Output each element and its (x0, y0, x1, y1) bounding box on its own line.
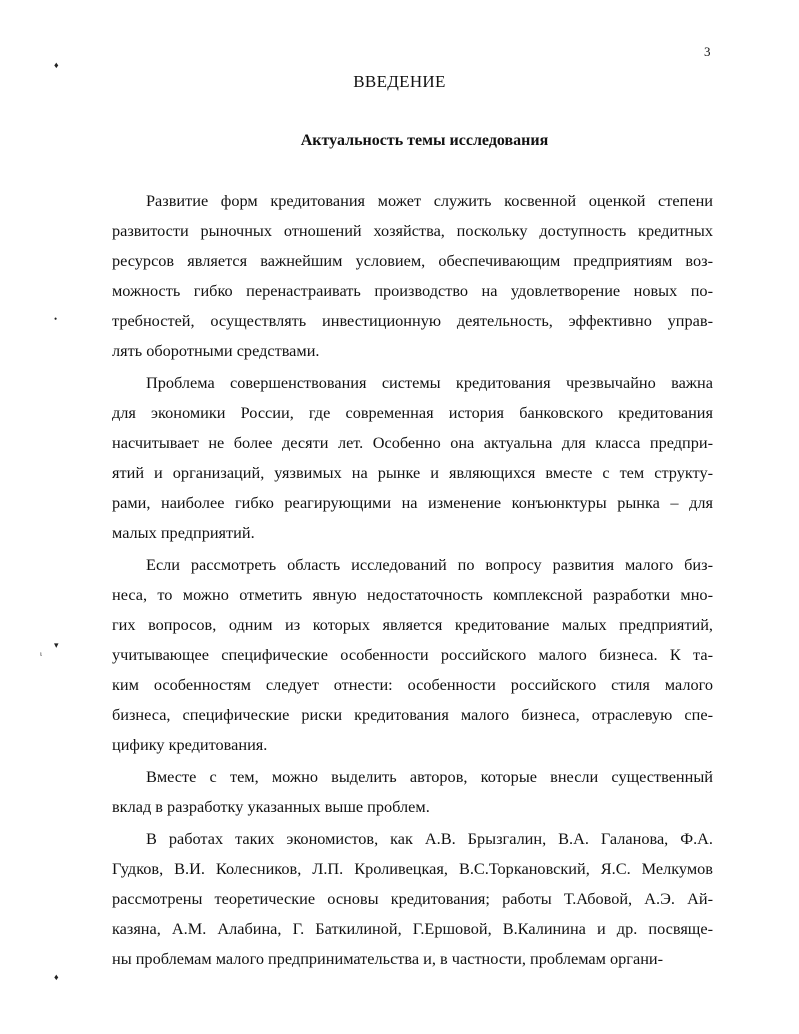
text-line: ким особенностям следует отнести: особенности российского стиля малого (112, 675, 713, 694)
paragraph (112, 550, 713, 760)
margin-mark: ▾ (54, 640, 59, 650)
text-line: Если рассмотреть область исследований по вопросу развития малого биз- (146, 555, 713, 574)
text-line: ятий и организаций, уязвимых на рынке и являющихся вместе с тем структу- (112, 463, 713, 482)
text-line: гих вопросов, одним из которых является кредитование малых предприятий, (112, 615, 713, 634)
text-line: учитывающее специфические особенности российского малого бизнеса. К та- (112, 645, 713, 664)
paragraph (112, 368, 713, 548)
margin-mark: ι (40, 650, 42, 658)
text-line: можность гибко перенастраивать производство на удовлетворение новых по- (112, 281, 713, 300)
text-line: рами, наиболее гибко реагирующими на изменение конъюнктуры рынка – для (112, 493, 713, 512)
text-line: насчитывает не более десяти лет. Особенно она актуальна для класса предпри- (112, 433, 713, 452)
text-line: Гудков, В.И. Колесников, Л.П. Кроливецкая, В.С.Торкановский, Я.С. Мелкумов (112, 859, 713, 878)
text-line: казяна, А.М. Алабина, Г. Баткилиной, Г.Ершовой, В.Калинина и др. посвяще- (112, 919, 713, 938)
margin-mark: ♦ (54, 972, 59, 982)
page-title: ВВЕДЕНИЕ (353, 72, 446, 91)
paragraph (112, 762, 713, 822)
text-line: Развитие форм кредитования может служить косвенной оценкой степени (146, 191, 713, 210)
text-line: ресурсов является важнейшим условием, обеспечивающим предприятиям воз- (112, 251, 713, 270)
paragraph (112, 824, 713, 974)
text-line: малых предприятий. (112, 523, 255, 542)
document-body (112, 186, 713, 976)
margin-mark: • (54, 314, 58, 324)
text-line: развитости рыночных отношений хозяйства, поскольку доступность кредитных (112, 221, 713, 240)
paragraph (112, 186, 713, 366)
text-line: требностей, осуществлять инвестиционную деятельность, эффективно управ- (112, 311, 713, 330)
section-subtitle: Актуальность темы исследования (300, 132, 549, 149)
text-line: Проблема совершенствования системы кредитования чрезвычайно важна (146, 373, 713, 392)
text-line: лять оборотными средствами. (112, 341, 320, 360)
text-line: бизнеса, специфические риски кредитования малого бизнеса, отраслевую спе- (112, 705, 713, 724)
text-line: для экономики России, где современная история банковского кредитования (112, 403, 713, 422)
text-line: неса, то можно отметить явную недостаточность комплексной разработки мно- (112, 585, 713, 604)
text-line: рассмотрены теоретические основы кредитования; работы Т.Абовой, А.Э. Ай- (112, 889, 713, 908)
text-line: вклад в разработку указанных выше проблем. (112, 797, 430, 816)
text-line: ны проблемам малого предпринимательства и, в частности, проблемам органи- (112, 949, 664, 968)
text-line: цифику кредитования. (112, 735, 268, 754)
page-number: 3 (704, 44, 711, 59)
text-line: В работах таких экономистов, как А.В. Брызгалин, В.А. Галанова, Ф.А. (146, 829, 713, 848)
margin-mark: ♦ (54, 60, 59, 70)
text-line: Вместе с тем, можно выделить авторов, которые внесли существенный (146, 767, 713, 786)
